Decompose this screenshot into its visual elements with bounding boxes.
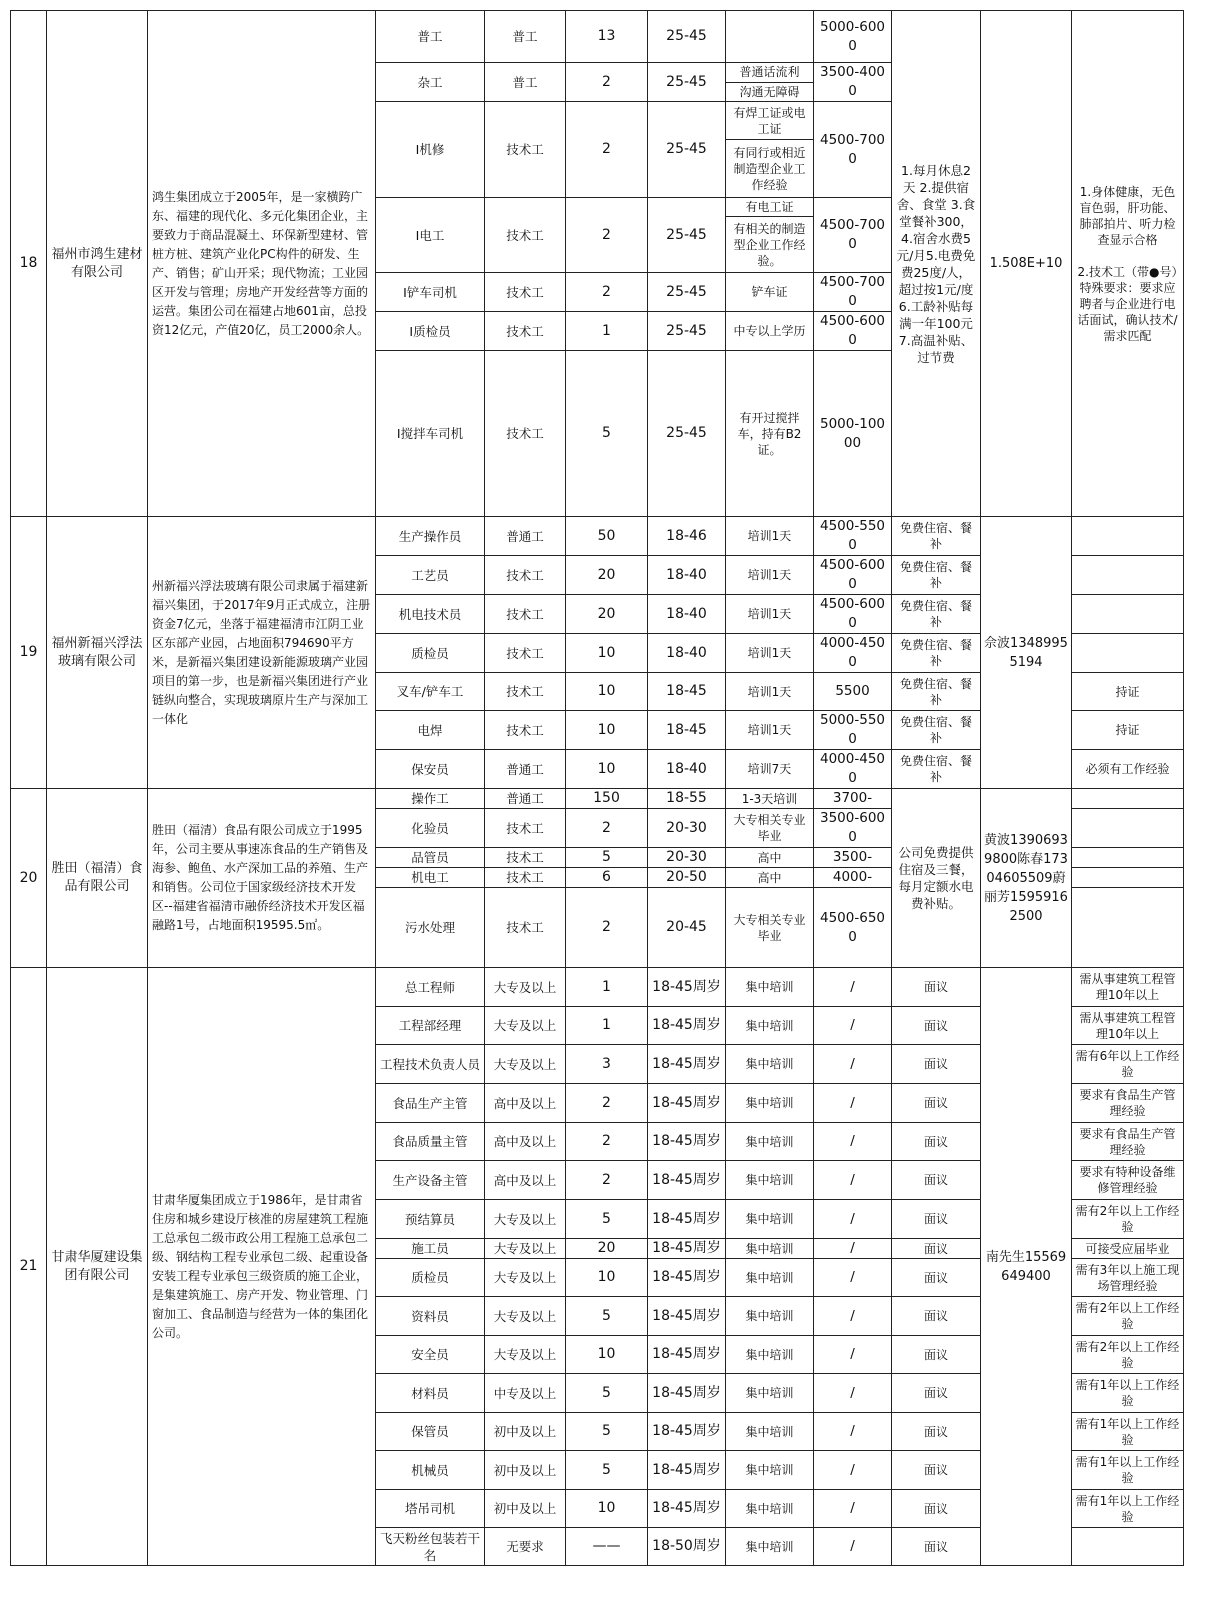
job-type: 高中及以上: [485, 1123, 566, 1161]
job-title: 工艺员: [376, 556, 485, 595]
job-requirement: 高中: [726, 868, 814, 888]
job-title: Ⅰ铲车司机: [376, 273, 485, 312]
job-title: 普工: [376, 11, 485, 63]
job-age: 25-45: [648, 351, 726, 517]
job-type: 大专及以上: [485, 1200, 566, 1239]
job-other-requirement: 需有1年以上工作经验: [1072, 1374, 1184, 1413]
job-benefit: 面议: [892, 1200, 981, 1239]
job-title: 保安员: [376, 750, 485, 789]
job-type: 中专及以上: [485, 1374, 566, 1413]
job-type: 大专及以上: [485, 1007, 566, 1045]
job-salary: /: [814, 1007, 892, 1045]
job-title: 生产设备主管: [376, 1161, 485, 1200]
job-requirement: 培训1天: [726, 634, 814, 673]
job-age: 18-45周岁: [648, 1413, 726, 1451]
job-type: 高中及以上: [485, 1084, 566, 1123]
job-age: 18-45周岁: [648, 1045, 726, 1084]
job-requirement: 培训1天: [726, 517, 814, 556]
company-contact: 南先生15569649400: [981, 968, 1072, 1566]
job-count: 10: [566, 634, 648, 673]
company-name: 福州新福兴浮法玻璃有限公司: [47, 517, 148, 789]
job-age: 18-45周岁: [648, 1084, 726, 1123]
company-intro: 州新福兴浮法玻璃有限公司隶属于福建新福兴集团，于2017年9月正式成立，注册资金7亿元，坐落于福建福清市江阴工业区东部产业园，占地面积794690平方米，是新福兴集团建设新能源玻璃产业园项目的第一步，也是新福兴集团进行产业链纵向整合，实现玻璃原片生产与深加工一体化: [148, 517, 376, 789]
job-requirement: 有焊工证或电工证: [726, 102, 814, 140]
job-benefit: 面议: [892, 1259, 981, 1297]
job-age: 18-45: [648, 711, 726, 750]
job-count: 2: [566, 63, 648, 102]
job-other-requirement: 需有2年以上工作经验: [1072, 1336, 1184, 1374]
company-contact: 1.508E+10: [981, 11, 1072, 517]
job-type: 技术工: [485, 198, 566, 273]
job-count: 3: [566, 1045, 648, 1084]
job-requirement: 集中培训: [726, 1528, 814, 1566]
job-age: 18-45周岁: [648, 1239, 726, 1259]
job-age: 25-45: [648, 11, 726, 63]
job-other-requirement: 可接受应届毕业: [1072, 1239, 1184, 1259]
job-salary: /: [814, 1123, 892, 1161]
job-count: 10: [566, 1336, 648, 1374]
company-index: 21: [11, 968, 47, 1566]
job-age: 18-40: [648, 634, 726, 673]
job-age: 18-55: [648, 789, 726, 809]
company-other-requirements: 1.身体健康，无色盲色弱，肝功能、肺部拍片、听力检查显示合格 2.技术工（带●号）特殊要求：要求应聘者与企业进行电话面试，确认技术/需求匹配: [1072, 11, 1184, 517]
job-title: 飞天粉丝包装若干名: [376, 1528, 485, 1566]
job-type: 技术工: [485, 102, 566, 198]
job-benefit: 免费住宿、餐补: [892, 634, 981, 673]
job-salary: 5000-5500: [814, 711, 892, 750]
job-type: 技术工: [485, 312, 566, 351]
job-salary: /: [814, 1490, 892, 1528]
job-requirement: 有相关的制造型企业工作经验。: [726, 217, 814, 273]
job-count: 13: [566, 11, 648, 63]
job-count: 5: [566, 1374, 648, 1413]
job-requirement: 有开过搅拌车，持有B2证。: [726, 351, 814, 517]
company-name: 甘肃华厦建设集团有限公司: [47, 968, 148, 1566]
job-requirement: 培训7天: [726, 750, 814, 789]
job-requirement: 培训1天: [726, 595, 814, 634]
job-other-requirement: [1072, 789, 1184, 809]
job-type: 技术工: [485, 634, 566, 673]
job-requirement: 有电工证: [726, 198, 814, 217]
job-age: 18-45周岁: [648, 1259, 726, 1297]
job-requirement: 集中培训: [726, 1084, 814, 1123]
job-title: 总工程师: [376, 968, 485, 1007]
job-count: 150: [566, 789, 648, 809]
job-age: 20-50: [648, 868, 726, 888]
job-requirement: 大专相关专业毕业: [726, 809, 814, 848]
job-requirement: 1-3天培训: [726, 789, 814, 809]
job-salary: 3500-6000: [814, 809, 892, 848]
job-benefit: 面议: [892, 1490, 981, 1528]
job-requirement: 集中培训: [726, 1336, 814, 1374]
job-count: 2: [566, 1084, 648, 1123]
table-row: [11, 789, 1184, 809]
job-count: 5: [566, 351, 648, 517]
job-age: 18-45周岁: [648, 1490, 726, 1528]
job-benefit: 免费住宿、餐补: [892, 673, 981, 711]
job-salary: /: [814, 1374, 892, 1413]
job-title: 机电工: [376, 868, 485, 888]
company-name: 胜田（福清）食品有限公司: [47, 789, 148, 968]
job-age: 18-45: [648, 673, 726, 711]
job-requirement: 集中培训: [726, 1123, 814, 1161]
job-salary: 4500-6000: [814, 556, 892, 595]
job-salary: 4500-7000: [814, 273, 892, 312]
job-salary: /: [814, 1239, 892, 1259]
job-type: 技术工: [485, 809, 566, 848]
job-salary: /: [814, 1200, 892, 1239]
job-other-requirement: 需有6年以上工作经验: [1072, 1045, 1184, 1084]
job-benefit: 免费住宿、餐补: [892, 556, 981, 595]
company-index: 19: [11, 517, 47, 789]
job-salary: 3700-: [814, 789, 892, 809]
job-requirement: 培训1天: [726, 556, 814, 595]
job-count: 2: [566, 888, 648, 968]
job-title: 工程技术负责人员: [376, 1045, 485, 1084]
job-title: 机械员: [376, 1451, 485, 1490]
job-age: 25-45: [648, 273, 726, 312]
job-salary: 4500-7000: [814, 102, 892, 198]
job-salary: /: [814, 1084, 892, 1123]
job-other-requirement: 持证: [1072, 673, 1184, 711]
job-type: 高中及以上: [485, 1161, 566, 1200]
job-benefit: 面议: [892, 1451, 981, 1490]
job-requirement: 培训1天: [726, 673, 814, 711]
job-benefit: 面议: [892, 1374, 981, 1413]
job-age: 25-45: [648, 102, 726, 198]
job-age: 25-45: [648, 63, 726, 102]
table-row: [11, 968, 1184, 1007]
job-count: 10: [566, 1259, 648, 1297]
job-title: Ⅰ机修: [376, 102, 485, 198]
job-title: 食品生产主管: [376, 1084, 485, 1123]
job-requirement: 中专以上学历: [726, 312, 814, 351]
job-type: 初中及以上: [485, 1451, 566, 1490]
job-age: 18-45周岁: [648, 1336, 726, 1374]
job-count: 2: [566, 273, 648, 312]
job-type: 技术工: [485, 848, 566, 868]
job-title: 施工员: [376, 1239, 485, 1259]
job-salary: /: [814, 1413, 892, 1451]
job-age: 25-45: [648, 198, 726, 273]
job-requirement: 集中培训: [726, 1161, 814, 1200]
job-title: 安全员: [376, 1336, 485, 1374]
job-count: 5: [566, 1297, 648, 1336]
job-type: 技术工: [485, 711, 566, 750]
job-salary: 4000-: [814, 868, 892, 888]
job-other-requirement: [1072, 517, 1184, 556]
job-salary: /: [814, 968, 892, 1007]
job-requirement: 集中培训: [726, 1259, 814, 1297]
job-benefit: 面议: [892, 968, 981, 1007]
job-requirement: 集中培训: [726, 1045, 814, 1084]
job-title: 保管员: [376, 1413, 485, 1451]
job-salary: 4000-4500: [814, 750, 892, 789]
job-title: 污水处理: [376, 888, 485, 968]
job-other-requirement: 需有2年以上工作经验: [1072, 1200, 1184, 1239]
job-type: 技术工: [485, 888, 566, 968]
job-count: 2: [566, 198, 648, 273]
job-benefit: 面议: [892, 1084, 981, 1123]
job-type: 大专及以上: [485, 1239, 566, 1259]
job-count: 10: [566, 711, 648, 750]
job-count: 20: [566, 556, 648, 595]
table-row: [11, 517, 1184, 556]
job-age: 25-45: [648, 312, 726, 351]
job-age: 18-45周岁: [648, 1007, 726, 1045]
job-age: 20-45: [648, 888, 726, 968]
job-salary: 5500: [814, 673, 892, 711]
job-count: 10: [566, 1490, 648, 1528]
job-other-requirement: [1072, 848, 1184, 868]
job-requirement: 集中培训: [726, 1490, 814, 1528]
job-title: 品管员: [376, 848, 485, 868]
job-type: 大专及以上: [485, 1259, 566, 1297]
job-type: 普通工: [485, 750, 566, 789]
job-count: 1: [566, 312, 648, 351]
job-benefit: 免费住宿、餐补: [892, 750, 981, 789]
job-benefit: 免费住宿、餐补: [892, 711, 981, 750]
job-other-requirement: 需有3年以上施工现场管理经验: [1072, 1259, 1184, 1297]
job-requirement: 集中培训: [726, 1451, 814, 1490]
job-other-requirement: [1072, 888, 1184, 968]
job-benefit: 面议: [892, 1007, 981, 1045]
job-benefit: 免费住宿、餐补: [892, 595, 981, 634]
job-requirement: 集中培训: [726, 1413, 814, 1451]
job-age: 20-30: [648, 809, 726, 848]
job-other-requirement: 要求有特种设备维修管理经验: [1072, 1161, 1184, 1200]
job-benefit: 面议: [892, 1161, 981, 1200]
job-salary: /: [814, 1259, 892, 1297]
job-age: 18-45周岁: [648, 1123, 726, 1161]
job-type: 技术工: [485, 273, 566, 312]
job-requirement: [726, 11, 814, 63]
job-salary: 4500-6000: [814, 595, 892, 634]
job-benefit: 面议: [892, 1123, 981, 1161]
job-count: 20: [566, 1239, 648, 1259]
job-type: 普工: [485, 11, 566, 63]
job-age: 18-50周岁: [648, 1528, 726, 1566]
job-age: 18-45周岁: [648, 1374, 726, 1413]
job-type: 技术工: [485, 351, 566, 517]
job-type: 大专及以上: [485, 1297, 566, 1336]
job-requirement: 集中培训: [726, 1200, 814, 1239]
job-benefit: 面议: [892, 1239, 981, 1259]
job-salary: 4500-5500: [814, 517, 892, 556]
job-count: 5: [566, 1451, 648, 1490]
job-type: 普工: [485, 63, 566, 102]
company-name: 福州市鸿生建材有限公司: [47, 11, 148, 517]
job-age: 18-45周岁: [648, 1451, 726, 1490]
job-benefit: 面议: [892, 1336, 981, 1374]
job-salary: 4500-7000: [814, 198, 892, 273]
job-requirement: 高中: [726, 848, 814, 868]
job-type: 初中及以上: [485, 1490, 566, 1528]
company-benefits: 1.每月休息2天 2.提供宿舍、食堂 3.食堂餐补300，4.宿舍水费5元/月5.电费免费25度/人，超过按1元/度6.工龄补贴每满一年100元 7.高温补贴、过节费: [892, 11, 981, 517]
job-type: 普通工: [485, 789, 566, 809]
job-salary: /: [814, 1045, 892, 1084]
job-requirement: 普通话流利: [726, 63, 814, 83]
job-listing-table: [10, 10, 1184, 1566]
job-title: 质检员: [376, 1259, 485, 1297]
job-other-requirement: [1072, 556, 1184, 595]
job-salary: 3500-4000: [814, 63, 892, 102]
job-other-requirement: 需有1年以上工作经验: [1072, 1451, 1184, 1490]
job-other-requirement: 需有1年以上工作经验: [1072, 1490, 1184, 1528]
job-age: 18-45周岁: [648, 1297, 726, 1336]
job-count: 2: [566, 809, 648, 848]
job-other-requirement: 要求有食品生产管理经验: [1072, 1123, 1184, 1161]
job-requirement: 大专相关专业毕业: [726, 888, 814, 968]
job-salary: /: [814, 1161, 892, 1200]
job-requirement: 集中培训: [726, 968, 814, 1007]
job-title: 预结算员: [376, 1200, 485, 1239]
job-other-requirement: [1072, 1528, 1184, 1566]
company-benefits: 公司免费提供住宿及三餐，每月定额水电费补贴。: [892, 789, 981, 968]
job-count: 2: [566, 102, 648, 198]
job-salary: 4500-6500: [814, 888, 892, 968]
job-count: 6: [566, 868, 648, 888]
job-requirement: 沟通无障碍: [726, 82, 814, 102]
job-title: 操作工: [376, 789, 485, 809]
job-title: 电焊: [376, 711, 485, 750]
job-other-requirement: [1072, 634, 1184, 673]
job-other-requirement: 要求有食品生产管理经验: [1072, 1084, 1184, 1123]
job-other-requirement: 必须有工作经验: [1072, 750, 1184, 789]
company-contact: 黄波13906939800陈春17304605509蔚丽芳15959162500: [981, 789, 1072, 968]
job-title: 塔吊司机: [376, 1490, 485, 1528]
job-title: Ⅰ质检员: [376, 312, 485, 351]
job-requirement: 集中培训: [726, 1239, 814, 1259]
job-benefit: 面议: [892, 1413, 981, 1451]
job-other-requirement: [1072, 595, 1184, 634]
job-salary: 3500-: [814, 848, 892, 868]
job-title: 化验员: [376, 809, 485, 848]
job-count: 5: [566, 1413, 648, 1451]
job-title: 资料员: [376, 1297, 485, 1336]
company-index: 18: [11, 11, 47, 517]
job-type: 技术工: [485, 556, 566, 595]
job-salary: 5000-6000: [814, 11, 892, 63]
job-count: 50: [566, 517, 648, 556]
job-salary: /: [814, 1336, 892, 1374]
job-type: 普通工: [485, 517, 566, 556]
job-other-requirement: 需有1年以上工作经验: [1072, 1413, 1184, 1451]
job-count: 5: [566, 848, 648, 868]
job-count: 10: [566, 750, 648, 789]
job-count: 2: [566, 1123, 648, 1161]
job-age: 18-40: [648, 595, 726, 634]
job-title: 机电技术员: [376, 595, 485, 634]
job-count: 5: [566, 1200, 648, 1239]
job-other-requirement: 需从事建筑工程管理10年以上: [1072, 1007, 1184, 1045]
company-intro: 鸿生集团成立于2005年，是一家横跨广东、福建的现代化、多元化集团企业，主要致力于商品混凝土、环保新型建材、管桩方桩、建筑产业化PC构件的研发、生产、销售；矿山开采；现代物流；工业园区开发与管理；房地产开发经营等方面的运营。集团公司在福建占地601亩，总投资12亿元，产值20亿，员工2000余人。: [148, 11, 376, 517]
job-count: 20: [566, 595, 648, 634]
job-requirement: 铲车证: [726, 273, 814, 312]
job-other-requirement: 需从事建筑工程管理10年以上: [1072, 968, 1184, 1007]
job-type: 初中及以上: [485, 1413, 566, 1451]
job-age: 20-30: [648, 848, 726, 868]
job-requirement: 集中培训: [726, 1297, 814, 1336]
job-title: 材料员: [376, 1374, 485, 1413]
job-type: 大专及以上: [485, 1045, 566, 1084]
company-index: 20: [11, 789, 47, 968]
company-intro: 胜田（福清）食品有限公司成立于1995年，公司主要从事速冻食品的生产销售及海参、鲍鱼、水产深加工品的养殖、生产和销售。公司位于国家级经济技术开发区--福建省福清市融侨经济技术开发区福融路1号，占地面积19595.5㎡。: [148, 789, 376, 968]
job-count: 1: [566, 968, 648, 1007]
job-type: 技术工: [485, 673, 566, 711]
job-other-requirement: 持证: [1072, 711, 1184, 750]
job-type: 大专及以上: [485, 968, 566, 1007]
job-other-requirement: 需有2年以上工作经验: [1072, 1297, 1184, 1336]
job-title: Ⅰ搅拌车司机: [376, 351, 485, 517]
job-requirement: 有同行或相近制造型企业工作经验: [726, 140, 814, 198]
job-type: 无要求: [485, 1528, 566, 1566]
job-count: 2: [566, 1161, 648, 1200]
job-title: 工程部经理: [376, 1007, 485, 1045]
job-benefit: 面议: [892, 1045, 981, 1084]
job-requirement: 集中培训: [726, 1007, 814, 1045]
job-salary: 4000-4500: [814, 634, 892, 673]
job-title: 生产操作员: [376, 517, 485, 556]
job-title: 质检员: [376, 634, 485, 673]
job-age: 18-46: [648, 517, 726, 556]
job-benefit: 面议: [892, 1297, 981, 1336]
job-age: 18-45周岁: [648, 1200, 726, 1239]
job-age: 18-45周岁: [648, 1161, 726, 1200]
job-count: 1: [566, 1007, 648, 1045]
job-other-requirement: [1072, 809, 1184, 848]
job-salary: /: [814, 1451, 892, 1490]
job-salary: 5000-10000: [814, 351, 892, 517]
job-requirement: 集中培训: [726, 1374, 814, 1413]
company-intro: 甘肃华厦集团成立于1986年，是甘肃省住房和城乡建设厅核准的房屋建筑工程施工总承包二级市政公用工程施工总承包二级、钢结构工程专业承包二级、起重设备安装工程专业承包三级资质的施工企业，是集建筑施工、房产开发、物业管理、门窗加工、食品制造与经营为一体的集团化公司。: [148, 968, 376, 1566]
job-salary: /: [814, 1528, 892, 1566]
job-age: 18-45周岁: [648, 968, 726, 1007]
job-title: 杂工: [376, 63, 485, 102]
job-count: ——: [566, 1528, 648, 1566]
job-type: 技术工: [485, 868, 566, 888]
job-type: 技术工: [485, 595, 566, 634]
job-count: 10: [566, 673, 648, 711]
job-title: Ⅰ电工: [376, 198, 485, 273]
job-benefit: 免费住宿、餐补: [892, 517, 981, 556]
job-age: 18-40: [648, 556, 726, 595]
job-other-requirement: [1072, 868, 1184, 888]
job-salary: 4500-6000: [814, 312, 892, 351]
job-title: 食品质量主管: [376, 1123, 485, 1161]
job-age: 18-40: [648, 750, 726, 789]
job-benefit: 面议: [892, 1528, 981, 1566]
job-requirement: 培训1天: [726, 711, 814, 750]
table-row: [11, 11, 1184, 63]
job-type: 大专及以上: [485, 1336, 566, 1374]
job-salary: /: [814, 1297, 892, 1336]
job-title: 叉车/铲车工: [376, 673, 485, 711]
company-contact: 佘波13489955194: [981, 517, 1072, 789]
